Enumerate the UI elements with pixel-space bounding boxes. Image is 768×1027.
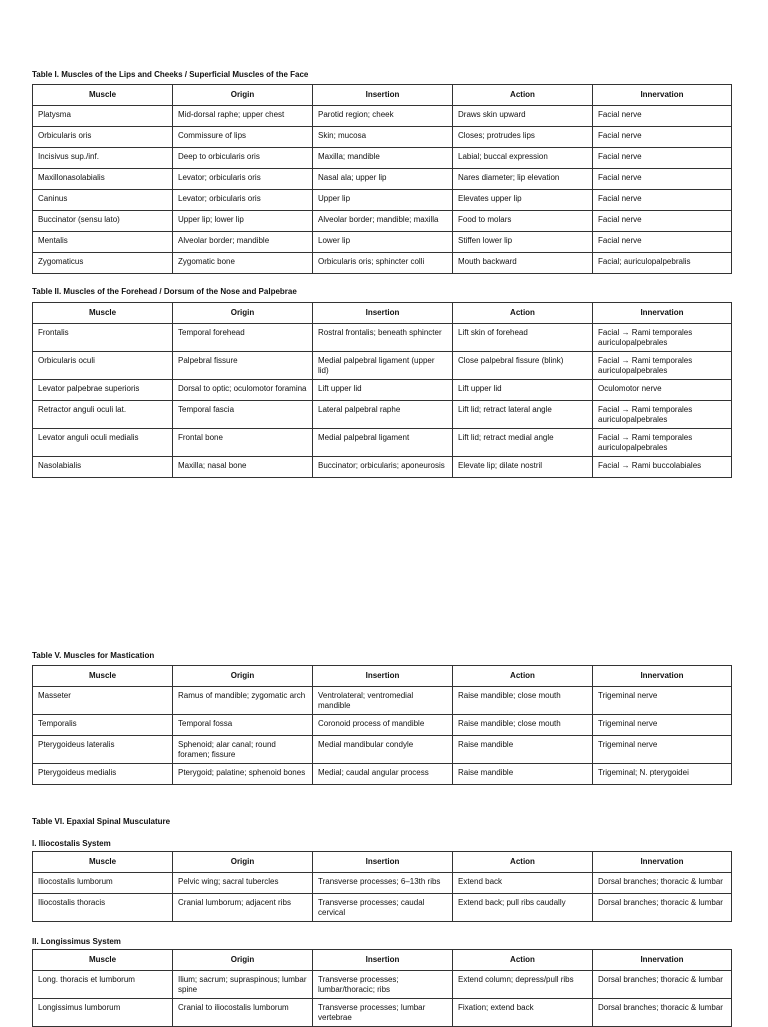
cell-insertion: Transverse processes; 6–13th ribs	[313, 873, 453, 894]
cell-muscle: Mentalis	[33, 232, 173, 253]
cell-muscle: Zygomaticus	[33, 253, 173, 274]
cell-muscle: Iliocostalis thoracis	[33, 894, 173, 922]
cell-innervation: Facial nerve	[593, 127, 732, 148]
table-row	[33, 429, 732, 457]
cell-action: Food to molars	[453, 211, 593, 232]
table-header-row	[33, 85, 732, 106]
table-6-iliocostalis	[32, 851, 732, 922]
cell-insertion: Ventrolateral; ventromedial mandible	[313, 687, 453, 715]
column-header-innervation: Innervation	[593, 950, 732, 971]
column-header-origin: Origin	[173, 85, 313, 106]
cell-origin: Temporal fascia	[173, 401, 313, 429]
column-header-action: Action	[453, 666, 593, 687]
cell-muscle: Orbicularis oculi	[33, 352, 173, 380]
table-row	[33, 190, 732, 211]
cell-innervation: Facial → Rami buccolabiales	[593, 457, 732, 478]
cell-origin: Cranial lumborum; adjacent ribs	[173, 894, 313, 922]
cell-insertion: Alveolar border; mandible; maxilla	[313, 211, 453, 232]
table-row	[33, 401, 732, 429]
column-header-insertion: Insertion	[313, 85, 453, 106]
cell-innervation: Dorsal branches; thoracic & lumbar	[593, 894, 732, 922]
column-header-origin: Origin	[173, 303, 313, 324]
table-1-caption: Table I. Muscles of the Lips and Cheeks / Superficial Muscles of the Face	[32, 70, 309, 79]
cell-muscle: Temporalis	[33, 715, 173, 736]
column-header-muscle: Muscle	[33, 666, 173, 687]
cell-insertion: Lift upper lid	[313, 380, 453, 401]
cell-muscle: Incisivus sup./inf.	[33, 148, 173, 169]
cell-origin: Cranial to iliocostalis lumborum	[173, 999, 313, 1027]
column-header-muscle: Muscle	[33, 85, 173, 106]
cell-action: Close palpebral fissure (blink)	[453, 352, 593, 380]
cell-action: Labial; buccal expression	[453, 148, 593, 169]
cell-action: Elevates upper lip	[453, 190, 593, 211]
cell-muscle: Pterygoideus lateralis	[33, 736, 173, 764]
cell-origin: Levator; orbicularis oris	[173, 190, 313, 211]
cell-action: Raise mandible	[453, 736, 593, 764]
cell-innervation: Facial nerve	[593, 148, 732, 169]
table-row	[33, 253, 732, 274]
cell-insertion: Medial; caudal angular process	[313, 764, 453, 785]
cell-innervation: Facial → Rami temporales auriculopalpebrales	[593, 352, 732, 380]
cell-muscle: Caninus	[33, 190, 173, 211]
column-header-action: Action	[453, 85, 593, 106]
cell-innervation: Facial nerve	[593, 190, 732, 211]
cell-muscle: Longissimus lumborum	[33, 999, 173, 1027]
column-header-innervation: Innervation	[593, 303, 732, 324]
column-header-insertion: Insertion	[313, 303, 453, 324]
table-row	[33, 148, 732, 169]
cell-insertion: Buccinator; orbicularis; aponeurosis	[313, 457, 453, 478]
cell-muscle: Retractor anguli oculi lat.	[33, 401, 173, 429]
table-row	[33, 232, 732, 253]
table-header-row	[33, 666, 732, 687]
table-row	[33, 457, 732, 478]
cell-insertion: Upper lip	[313, 190, 453, 211]
column-header-insertion: Insertion	[313, 666, 453, 687]
cell-origin: Palpebral fissure	[173, 352, 313, 380]
cell-innervation: Facial → Rami temporales auriculopalpebrales	[593, 401, 732, 429]
cell-insertion: Lateral palpebral raphe	[313, 401, 453, 429]
cell-innervation: Facial nerve	[593, 106, 732, 127]
cell-action: Lift upper lid	[453, 380, 593, 401]
cell-insertion: Skin; mucosa	[313, 127, 453, 148]
cell-muscle: Masseter	[33, 687, 173, 715]
cell-action: Extend column; depress/pull ribs	[453, 971, 593, 999]
cell-insertion: Nasal ala; upper lip	[313, 169, 453, 190]
cell-innervation: Oculomotor nerve	[593, 380, 732, 401]
table-row	[33, 211, 732, 232]
column-header-muscle: Muscle	[33, 303, 173, 324]
cell-origin: Maxilla; nasal bone	[173, 457, 313, 478]
cell-origin: Zygomatic bone	[173, 253, 313, 274]
column-header-origin: Origin	[173, 666, 313, 687]
cell-innervation: Facial nerve	[593, 232, 732, 253]
table-row	[33, 352, 732, 380]
cell-origin: Mid-dorsal raphe; upper chest	[173, 106, 313, 127]
cell-innervation: Trigeminal nerve	[593, 715, 732, 736]
cell-insertion: Orbicularis oris; sphincter colli	[313, 253, 453, 274]
column-header-action: Action	[453, 950, 593, 971]
cell-muscle: Platysma	[33, 106, 173, 127]
cell-insertion: Medial mandibular condyle	[313, 736, 453, 764]
table-row	[33, 106, 732, 127]
cell-action: Raise mandible; close mouth	[453, 715, 593, 736]
cell-innervation: Facial nerve	[593, 211, 732, 232]
cell-action: Elevate lip; dilate nostril	[453, 457, 593, 478]
cell-insertion: Medial palpebral ligament (upper lid)	[313, 352, 453, 380]
cell-action: Nares diameter; lip elevation	[453, 169, 593, 190]
column-header-innervation: Innervation	[593, 666, 732, 687]
table-row	[33, 971, 732, 999]
cell-muscle: Frontalis	[33, 324, 173, 352]
cell-insertion: Transverse processes; caudal cervical	[313, 894, 453, 922]
table-6-caption: Table VI. Epaxial Spinal Musculature	[32, 817, 171, 826]
table-row	[33, 715, 732, 736]
cell-muscle: Maxillonasolabialis	[33, 169, 173, 190]
column-header-muscle: Muscle	[33, 852, 173, 873]
table-row	[33, 324, 732, 352]
cell-innervation: Facial → Rami temporales auriculopalpebrales	[593, 429, 732, 457]
cell-muscle: Levator palpebrae superioris	[33, 380, 173, 401]
column-header-origin: Origin	[173, 950, 313, 971]
cell-origin: Temporal forehead	[173, 324, 313, 352]
table-row	[33, 894, 732, 922]
table-row	[33, 736, 732, 764]
table-row	[33, 687, 732, 715]
cell-origin: Frontal bone	[173, 429, 313, 457]
cell-action: Lift lid; retract medial angle	[453, 429, 593, 457]
cell-innervation: Dorsal branches; thoracic & lumbar	[593, 999, 732, 1027]
column-header-action: Action	[453, 852, 593, 873]
cell-muscle: Pterygoideus medialis	[33, 764, 173, 785]
cell-origin: Pterygoid; palatine; sphenoid bones	[173, 764, 313, 785]
column-header-innervation: Innervation	[593, 852, 732, 873]
table-row	[33, 764, 732, 785]
cell-origin: Levator; orbicularis oris	[173, 169, 313, 190]
column-header-action: Action	[453, 303, 593, 324]
cell-innervation: Facial; auriculopalpebralis	[593, 253, 732, 274]
cell-origin: Dorsal to optic; oculomotor foramina	[173, 380, 313, 401]
cell-origin: Ilium; sacrum; supraspinous; lumbar spine	[173, 971, 313, 999]
cell-origin: Sphenoid; alar canal; round foramen; fissure	[173, 736, 313, 764]
cell-action: Extend back	[453, 873, 593, 894]
cell-origin: Temporal fossa	[173, 715, 313, 736]
cell-insertion: Transverse processes; lumbar vertebrae	[313, 999, 453, 1027]
cell-action: Extend back; pull ribs caudally	[453, 894, 593, 922]
table-1	[32, 84, 732, 274]
cell-action: Stiffen lower lip	[453, 232, 593, 253]
table-row	[33, 169, 732, 190]
cell-action: Raise mandible	[453, 764, 593, 785]
cell-muscle: Levator anguli oculi medialis	[33, 429, 173, 457]
cell-insertion: Lower lip	[313, 232, 453, 253]
cell-innervation: Facial nerve	[593, 169, 732, 190]
cell-innervation: Facial → Rami temporales auriculopalpebrales	[593, 324, 732, 352]
table-6-longissimus	[32, 949, 732, 1027]
cell-muscle: Nasolabialis	[33, 457, 173, 478]
cell-insertion: Transverse processes; lumbar/thoracic; ribs	[313, 971, 453, 999]
column-header-insertion: Insertion	[313, 852, 453, 873]
cell-muscle: Iliocostalis lumborum	[33, 873, 173, 894]
table-2-caption: Table II. Muscles of the Forehead / Dorsum of the Nose and Palpebrae	[32, 287, 297, 296]
cell-action: Mouth backward	[453, 253, 593, 274]
table-2	[32, 302, 732, 478]
table-6-subsection-2-caption: II. Longissimus System	[32, 937, 121, 946]
table-6-subsection-1-caption: I. Iliocostalis System	[32, 839, 111, 848]
cell-innervation: Trigeminal; N. pterygoidei	[593, 764, 732, 785]
cell-muscle: Orbicularis oris	[33, 127, 173, 148]
cell-action: Raise mandible; close mouth	[453, 687, 593, 715]
cell-innervation: Dorsal branches; thoracic & lumbar	[593, 971, 732, 999]
table-row	[33, 127, 732, 148]
cell-innervation: Trigeminal nerve	[593, 736, 732, 764]
table-5-caption: Table V. Muscles for Mastication	[32, 651, 155, 660]
table-row	[33, 999, 732, 1027]
cell-origin: Upper lip; lower lip	[173, 211, 313, 232]
cell-action: Draws skin upward	[453, 106, 593, 127]
table-row	[33, 873, 732, 894]
cell-action: Closes; protrudes lips	[453, 127, 593, 148]
cell-origin: Commissure of lips	[173, 127, 313, 148]
cell-muscle: Buccinator (sensu lato)	[33, 211, 173, 232]
cell-innervation: Trigeminal nerve	[593, 687, 732, 715]
column-header-innervation: Innervation	[593, 85, 732, 106]
cell-action: Fixation; extend back	[453, 999, 593, 1027]
table-5	[32, 665, 732, 785]
cell-insertion: Medial palpebral ligament	[313, 429, 453, 457]
cell-insertion: Parotid region; cheek	[313, 106, 453, 127]
column-header-muscle: Muscle	[33, 950, 173, 971]
cell-origin: Alveolar border; mandible	[173, 232, 313, 253]
cell-muscle: Long. thoracis et lumborum	[33, 971, 173, 999]
table-header-row	[33, 852, 732, 873]
cell-origin: Deep to orbicularis oris	[173, 148, 313, 169]
cell-origin: Pelvic wing; sacral tubercles	[173, 873, 313, 894]
cell-insertion: Coronoid process of mandible	[313, 715, 453, 736]
table-header-row	[33, 950, 732, 971]
cell-insertion: Maxilla; mandible	[313, 148, 453, 169]
table-header-row	[33, 303, 732, 324]
table-row	[33, 380, 732, 401]
cell-origin: Ramus of mandible; zygomatic arch	[173, 687, 313, 715]
column-header-insertion: Insertion	[313, 950, 453, 971]
cell-innervation: Dorsal branches; thoracic & lumbar	[593, 873, 732, 894]
column-header-origin: Origin	[173, 852, 313, 873]
cell-action: Lift skin of forehead	[453, 324, 593, 352]
cell-insertion: Rostral frontalis; beneath sphincter	[313, 324, 453, 352]
cell-action: Lift lid; retract lateral angle	[453, 401, 593, 429]
